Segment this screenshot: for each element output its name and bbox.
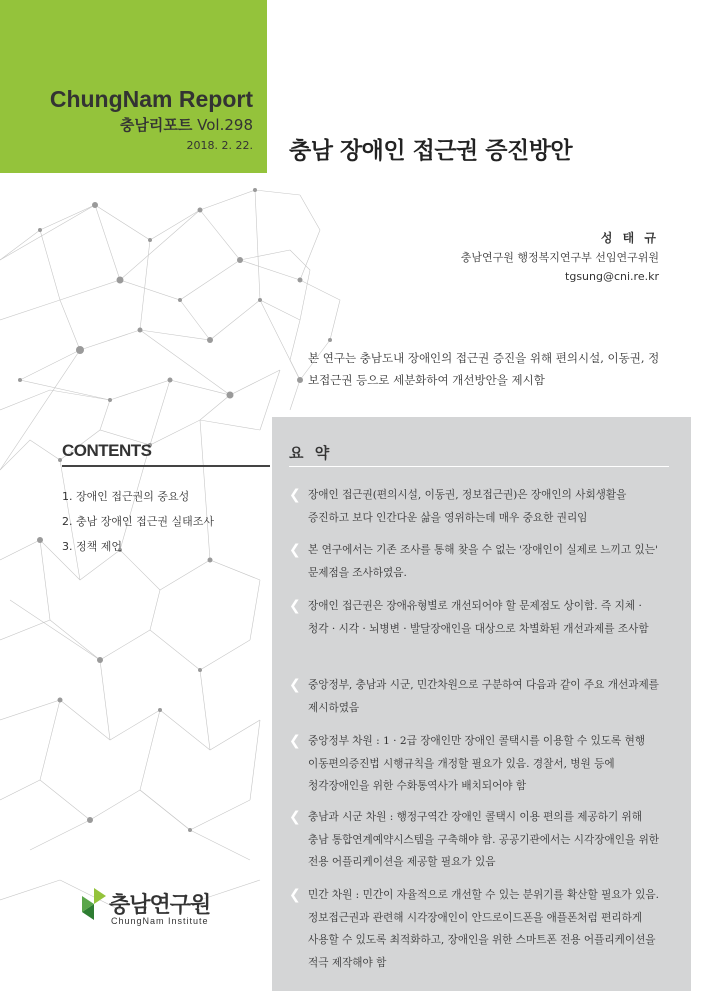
chevron-left-icon: ❮ <box>289 733 301 749</box>
summary-bullet <box>289 806 664 874</box>
contents-item: 2. 충남 장애인 접근권 실태조사 <box>62 515 214 528</box>
author-affiliation: 충남연구원 행정복지연구부 선임연구위원 <box>460 251 659 264</box>
summary-bullet-text: 장애인 접근권(편의시설, 이동권, 정보접근권)은 장애인의 사회생활을 증진하고 보다 인간다운 삶을 영위하는데 매우 중요한 권리임 <box>308 489 627 524</box>
summary-bullet-text: 중앙정부, 충남과 시군, 민간차원으로 구분하여 다음과 같이 주요 개선과제를 제시하였음 <box>308 679 659 714</box>
contents-item: 1. 장애인 접근권의 중요성 <box>62 490 190 503</box>
report-title: 충남 장애인 접근권 증진방안 <box>289 138 573 164</box>
series-title: ChungNam Report <box>49 86 253 112</box>
author-name: 성 태 규 <box>600 231 659 245</box>
institute-english-name: ChungNam Institute <box>111 916 209 926</box>
summary-bullet <box>289 884 664 974</box>
summary-bullet-text: 장애인 접근권은 장애유형별로 개선되어야 할 문제점도 상이함. 즉 지체 · 청각 · 시각 · 뇌병변 · 발달장애인을 대상으로 차별화된 개선과제를 조사함 <box>308 600 649 635</box>
summary-bullet-text: 충남과 시군 차원 : 행정구역간 장애인 콜택시 이용 편의를 제공하기 위해 충남 통합연계예약시스템을 구축해야 함. 공공기관에서는 시각장애인을 위한 전용 어플리케이션을 제공할 필요가 있음 <box>308 811 660 868</box>
publication-date: 2018. 2. 22. <box>186 139 253 152</box>
intro-paragraph: 본 연구는 충남도내 장애인의 접근권 증진을 위해 편의시설, 이동권, 정보접근권 등으로 세분화하여 개선방안을 제시함 <box>308 351 660 387</box>
series-korean-name: 충남리포트 <box>119 116 193 134</box>
contents-divider <box>62 465 270 467</box>
author-block <box>461 229 659 286</box>
summary-bullet <box>289 484 664 529</box>
institute-name: 충남연구원 <box>109 893 211 918</box>
summary-bullet <box>289 730 664 798</box>
summary-bullet-text: 민간 차원 : 민간이 자율적으로 개선할 수 있는 분위기를 확산할 필요가 있음. 정보접근권과 관련해 시각장애인이 안드로이드폰을 애플폰처럼 편리하게 사용할 수 있도록 최적화하고, 장애인을 위한 스마트폰 전용 어플리케이션을 적극 제작해야 함 <box>308 889 659 969</box>
chevron-left-icon: ❮ <box>289 542 301 558</box>
contents-item: 3. 정책 제언 <box>62 540 122 553</box>
report-series-header <box>0 0 267 173</box>
chevron-left-icon: ❮ <box>289 809 301 825</box>
summary-divider <box>289 466 669 467</box>
chevron-left-icon: ❮ <box>289 887 301 903</box>
chevron-left-icon: ❮ <box>289 487 301 503</box>
summary-bullet <box>289 539 664 584</box>
institute-logo <box>82 886 252 934</box>
contents-title: CONTENTS <box>62 441 152 460</box>
summary-bullet <box>289 595 664 640</box>
author-email: tgsung@cni.re.kr <box>565 270 659 283</box>
summary-bullet-text: 본 연구에서는 기존 조사를 통해 찾을 수 없는 '장애인이 실제로 느끼고 있는' 문제점을 조사하였음. <box>308 544 658 579</box>
series-volume-line <box>120 114 253 135</box>
chevron-left-icon: ❮ <box>289 677 301 693</box>
summary-bullet-text: 중앙정부 차원 : 1 · 2급 장애인만 장애인 콜택시를 이용할 수 있도록 현행 이동편의증진법 시행규칙을 개정할 필요가 있음. 경찰서, 병원 등에 청각장애인을 위한 수화통역사가 배치되어야 함 <box>308 735 646 792</box>
summary-bullet <box>289 674 664 719</box>
chevron-left-icon: ❮ <box>289 598 301 614</box>
volume-number: Vol.298 <box>197 116 253 134</box>
contents-list <box>62 484 214 559</box>
institute-emblem-icon <box>82 888 108 920</box>
summary-title: 요 약 <box>289 444 333 462</box>
